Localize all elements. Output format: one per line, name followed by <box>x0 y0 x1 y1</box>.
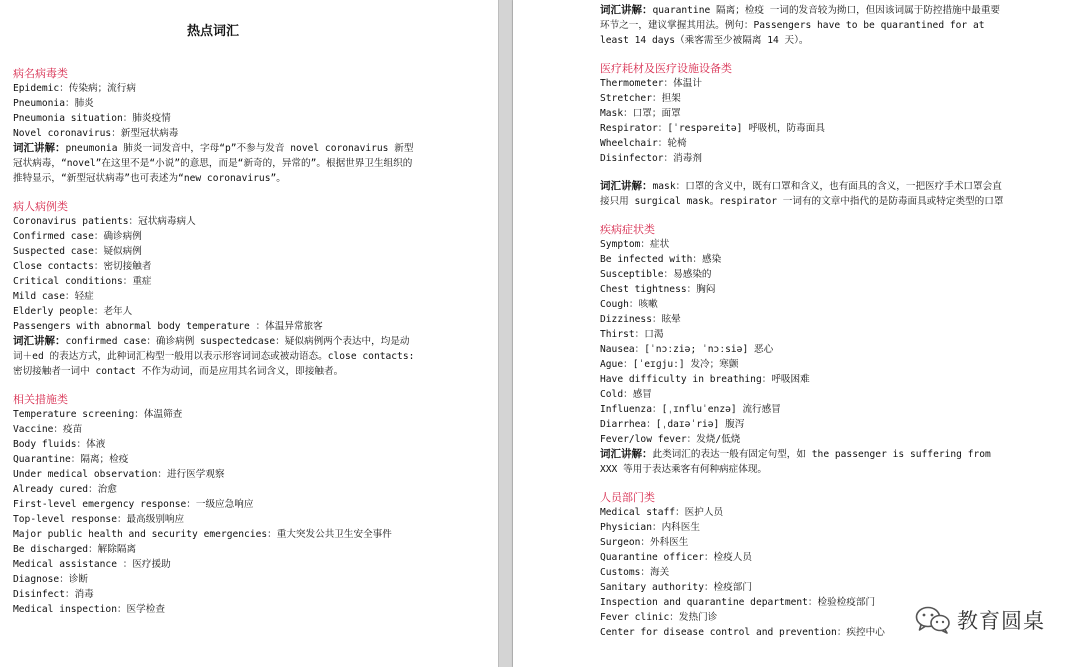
term-line: Coronavirus patients：冠状病毒病人 <box>13 216 196 227</box>
vocab-note <box>13 141 418 186</box>
term-line: Pneumonia situation：肺炎疫情 <box>13 113 171 124</box>
section-title-symptoms: 疾病症状类 <box>600 223 655 236</box>
vocab-note <box>600 179 1005 209</box>
term-line: Mask：口罩；面罩 <box>600 108 681 119</box>
section-title-patients: 病人病例类 <box>13 200 68 213</box>
term-line: Physician：内科医生 <box>600 522 700 533</box>
term-line: Be infected with：感染 <box>600 254 722 265</box>
term-line: Medical assistance ：医疗援助 <box>13 559 171 570</box>
term-line: Passengers with abnormal body temperature ：体温异常旅客 <box>13 321 323 332</box>
term-line: Cold：感冒 <box>600 389 652 400</box>
term-line: Thermometer：体温计 <box>600 78 702 89</box>
vocab-note <box>600 3 1005 48</box>
vocab-note <box>13 334 418 379</box>
vocab-note <box>600 447 1005 477</box>
term-line: Ague：[ˈeɪɡjuː] 发冷；寒颤 <box>600 359 739 370</box>
wechat-icon <box>915 606 951 634</box>
term-line: Medical inspection：医学检查 <box>13 604 165 615</box>
page-content <box>0 0 498 617</box>
note-label: 词汇讲解： <box>600 180 653 192</box>
term-line: Already cured：治愈 <box>13 484 117 495</box>
term-line: Suspected case：疑似病例 <box>13 246 142 257</box>
section-title-medical-supplies: 医疗耗材及医疗设施设备类 <box>600 62 732 75</box>
note-text: pneumonia 肺炎一词发音中，字母“p”不参与发音 novel coronavirus 新型冠状病毒，“novel”在这里不是“小说”的意思，而是“新奇的，异常的”。根据世界卫生组织的推特显示，“新型冠状病毒”也可表述为“new coronavirus”。 <box>13 143 414 184</box>
note-label: 词汇讲解： <box>600 4 653 16</box>
term-line: Mild case：轻症 <box>13 291 94 302</box>
term-line: Have difficulty in breathing：呼吸困难 <box>600 374 810 385</box>
term-line: First-level emergency response：一级应急响应 <box>13 499 254 510</box>
term-line: Elderly people：老年人 <box>13 306 133 317</box>
document-title: 热点词汇 <box>186 24 239 39</box>
note-label: 词汇讲解： <box>600 448 653 460</box>
term-line: Body fluids：体液 <box>13 439 106 450</box>
term-line: Cough：咳嗽 <box>600 299 658 310</box>
term-line: Customs：海关 <box>600 567 670 578</box>
term-line: Diarrhea：[ˌdaɪəˈriə] 腹泻 <box>600 419 745 430</box>
term-line: Respirator：[ˈrespəreitə] 呼吸机，防毒面具 <box>600 123 825 134</box>
section-title-personnel: 人员部门类 <box>600 491 655 504</box>
term-line: Symptom：症状 <box>600 239 670 250</box>
section-title-measures: 相关措施类 <box>13 393 68 406</box>
term-line: Top-level response：最高级别响应 <box>13 514 185 525</box>
term-line: Chest tightness：胸闷 <box>600 284 716 295</box>
term-line: Be discharged：解除隔离 <box>13 544 137 555</box>
watermark <box>915 605 1045 635</box>
term-line: Medical staff：医护人员 <box>600 507 724 518</box>
term-line: Pneumonia：肺炎 <box>13 98 94 109</box>
term-line: Stretcher：担架 <box>600 93 681 104</box>
term-line: Under medical observation：进行医学观察 <box>13 469 225 480</box>
page-gutter <box>498 0 513 667</box>
term-line: Influenza：[ˌɪnfluˈenzə] 流行感冒 <box>600 404 781 415</box>
section-title-disease-names: 病名病毒类 <box>13 67 68 80</box>
term-line: Diagnose：诊断 <box>13 574 88 585</box>
term-line: Nausea：[ˈnɔːziə; ˈnɔːsiə] 恶心 <box>600 344 774 355</box>
term-line: Quarantine：隔离；检疫 <box>13 454 129 465</box>
document-page-left <box>0 0 498 667</box>
term-line: Thirst：口渴 <box>600 329 664 340</box>
term-line: Vaccine：疫苗 <box>13 424 83 435</box>
term-line: Disinfect：消毒 <box>13 589 94 600</box>
note-text: mask：口罩的含义中，既有口罩和含义，也有面具的含义，一把医疗手术口罩会直接只用 surgical mask。respirator 一词有的文章中指代的是防毒面具或特定类型的口罩 <box>600 181 1004 207</box>
term-line: Center for disease control and prevention：疾控中心 <box>600 627 885 638</box>
term-line: Dizziness：眩晕 <box>600 314 681 325</box>
term-line: Major public health and security emergencies：重大突发公共卫生安全事件 <box>13 529 392 540</box>
term-line: Confirmed case：确诊病例 <box>13 231 142 242</box>
term-line: Temperature screening：体温筛查 <box>13 409 183 420</box>
term-line: Novel coronavirus：新型冠状病毒 <box>13 128 179 139</box>
term-line: Susceptible：易感染的 <box>600 269 712 280</box>
term-line: Disinfector：消毒剂 <box>600 153 702 164</box>
note-text: quarantine 隔离；检疫 一词的发音较为拗口，但因该词属于防控措施中最重要环节之一，建议掌握其用法。例句：Passengers have to be quarantined for at least 14 days（乘客需至少被隔离 14 天）。 <box>600 5 1001 46</box>
term-line: Fever/low fever：发烧/低烧 <box>600 434 741 445</box>
term-line: Surgeon：外科医生 <box>600 537 689 548</box>
page-content <box>513 0 1080 640</box>
term-line: Critical conditions：重症 <box>13 276 152 287</box>
term-line: Wheelchair：轮椅 <box>600 138 687 149</box>
term-line: Quarantine officer：检疫人员 <box>600 552 752 563</box>
note-label: 词汇讲解： <box>13 335 66 347</box>
note-text: 此类词汇的表达一般有固定句型，如 the passenger is suffering from XXX 等用于表达乘客有何种病症体现。 <box>600 449 991 475</box>
note-text: confirmed case：确诊病例 suspectedcase：疑似病例两个表达中，均是动词＋ed 的表达方式，此种词汇构型一般用以表示形容词词态或被动语态。close contacts:密切接触者一词中 contact 不作为动词，而是应用其名词含义，即接触者。 <box>13 336 415 377</box>
term-line: Fever clinic：发热门诊 <box>600 612 718 623</box>
term-line: Sanitary authority：检疫部门 <box>600 582 752 593</box>
term-line: Inspection and quarantine department：检验检疫部门 <box>600 597 876 608</box>
document-page-right <box>513 0 1080 667</box>
note-label: 词汇讲解： <box>13 142 66 154</box>
term-line: Epidemic：传染病；流行病 <box>13 83 136 94</box>
term-line: Close contacts：密切接触者 <box>13 261 152 272</box>
watermark-text: 教育圆桌 <box>957 609 1045 633</box>
